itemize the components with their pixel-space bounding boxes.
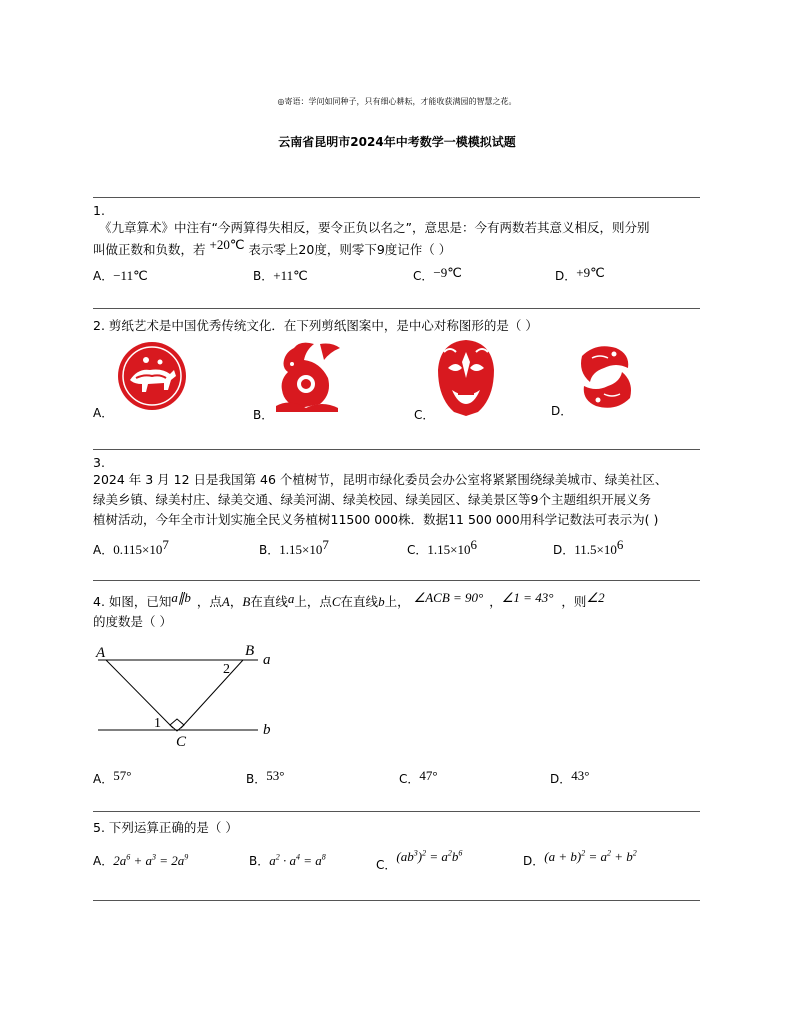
question-text: 2. 剪纸艺术是中国优秀传统文化．在下列剪纸图案中，是中心对称图形的是（ ） [93, 318, 538, 333]
question-number: 3. [93, 455, 105, 470]
angle-label-1: 1 [154, 716, 161, 731]
paper-cut-rabbit-icon [270, 338, 350, 416]
math-expression: $a^2 \cdot a^4 = a^8$ [269, 852, 326, 868]
point-label-c: C [176, 734, 187, 750]
paper-cut-ox-icon [116, 340, 188, 412]
option-d[interactable]: D． [551, 404, 573, 418]
question-text: 5. 下列运算正确的是（ ） [93, 820, 238, 835]
option-a[interactable]: A．$0.115\times 10^7$ [93, 537, 169, 557]
option-b[interactable]: B．$a^2 \cdot a^4 = a^8$ [249, 852, 326, 868]
option-d[interactable]: D．$(a + b)^2 = a^2 + b^2$ [523, 848, 637, 868]
question-4 [93, 592, 703, 632]
option-b[interactable]: B．53° [246, 768, 285, 786]
point-label-a: A [96, 645, 106, 661]
line-label-b: b [263, 722, 271, 738]
point-label-b: B [245, 643, 255, 659]
question-3 [93, 455, 703, 530]
angle-label-2: 2 [223, 662, 230, 677]
divider [93, 900, 700, 901]
option-c[interactable]: C．$(ab^3)^2 = a^2b^6$ [376, 848, 463, 872]
option-a[interactable]: A．$2a^6 + a^3 = 2a^9$ [93, 852, 189, 868]
option-b[interactable]: B．$1.15\times 10^7$ [259, 537, 329, 557]
option-a[interactable]: A． [93, 406, 114, 420]
question-number: 1. [93, 203, 105, 218]
option-a[interactable]: A．57° [93, 768, 132, 786]
question-text: 植树活动，今年全市计划实施全民义务植树11500 000株．数据11 500 000用科学记数法可表示为( ) [93, 512, 659, 527]
paper-cut-fish-icon [572, 338, 640, 416]
question-2 [93, 316, 703, 336]
question-1 [93, 203, 703, 258]
math-expression: $(ab^3)^2 = a^2b^6$ [396, 848, 463, 864]
geometry-figure [93, 640, 293, 755]
option-b[interactable]: B． [253, 408, 274, 422]
divider [93, 449, 700, 450]
option-a[interactable]: A．−11℃ [93, 268, 148, 283]
math-expression: $(a + b)^2 = a^2 + b^2$ [544, 848, 637, 864]
question-text: 叫做正数和负数，若 +20℃ 表示零上20度，则零下9度记作（ ） [93, 237, 452, 257]
question-5 [93, 818, 703, 838]
question-text: 《九章算术》中注有“今两算得失相反，要令正负以名之”，意思是：今有两数若其意义相反，则分别 [99, 220, 650, 235]
option-c[interactable]: C．−9℃ [413, 265, 462, 283]
divider [93, 580, 700, 581]
question-text: 4. 如图，已知a∥b ，点A，B在直线a上，点C在直线b上， ∠ACB = 90° ，∠1 = 43° ，则∠2 [93, 590, 605, 609]
option-b[interactable]: B．+11℃ [253, 268, 308, 283]
line-label-a: a [263, 652, 271, 668]
question-text: 的度数是（ ） [93, 614, 172, 629]
motto: ◎寄语：学问如同种子，只有细心耕耘，才能收获满园的智慧之花。 [277, 97, 517, 106]
question-text: 2024 年 3 月 12 日是我国第 46 个植树节，昆明市绿化委员会办公室将紧紧围绕绿美城市、绿美社区、 [93, 472, 668, 487]
question-text: 绿美乡镇、绿美村庄、绿美交通、绿美河湖、绿美校园、绿美园区、绿美景区等9个主题组织开展义务 [93, 492, 651, 507]
math-expression: $2a^6 + a^3 = 2a^9$ [113, 852, 189, 868]
option-c[interactable]: C． [414, 408, 435, 422]
option-d[interactable]: D．+9℃ [555, 265, 605, 283]
option-d[interactable]: D．$11.5\times 10^6$ [553, 537, 624, 557]
option-c[interactable]: C．47° [399, 768, 438, 786]
paper-cut-opera-mask-icon [434, 338, 498, 418]
divider [93, 197, 700, 198]
page-title: 云南省昆明市2024年中考数学一模模拟试题 [278, 135, 516, 149]
option-c[interactable]: C．$1.15\times 10^6$ [407, 537, 477, 557]
option-d[interactable]: D．43° [550, 768, 590, 786]
divider [93, 308, 700, 309]
divider [93, 811, 700, 812]
